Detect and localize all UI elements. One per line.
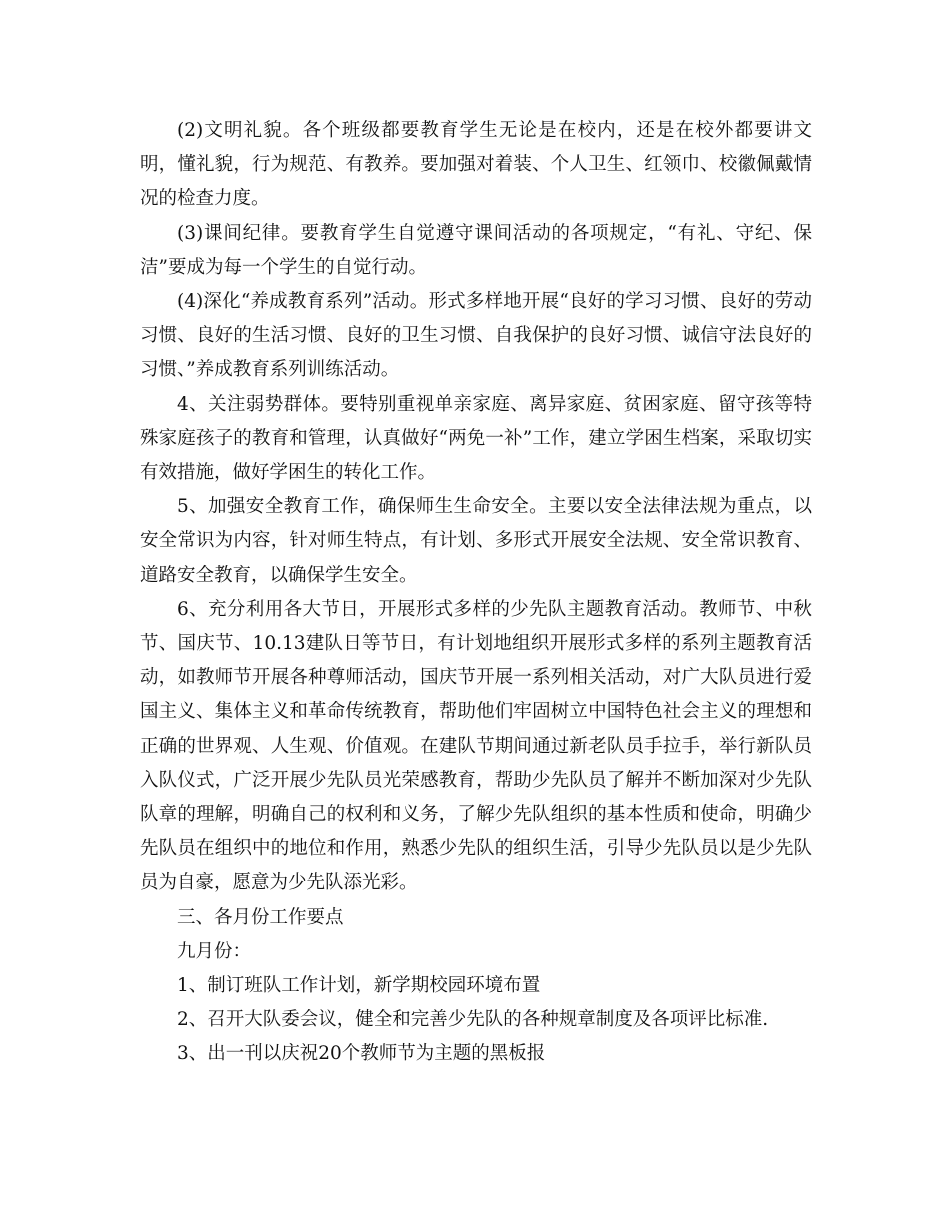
paragraph-vulnerable-groups: 4、关注弱势群体。要特别重视单亲家庭、离异家庭、贫困家庭、留守孩等特殊家庭孩子的教育和管理，认真做好“两免一补”工作，建立学困生档案，采取切实有效措施，做好学困生的转化工作。: [140, 393, 812, 484]
paragraph-festival-activities: 6、充分利用各大节日，开展形式多样的少先队主题教育活动。教师节、中秋节、国庆节、10.13建队日等节日，有计划地组织开展形式多样的系列主题教育活动，如教师节开展各种尊师活动，国庆节开展一系列相关活动，对广大队员进行爱国主义、集体主义和革命传统教育，帮助他们牢固树立中国特色社会主义的理想和正确的世界观、人生观、价值观。在建队节期间通过新老队员手拉手，举行新队员入队仪式，广泛开展少先队员光荣感教育，帮助少先队员了解并不断加深对少先队队章的理解，明确自己的权利和义务，了解少先队组织的基本性质和使命，明确少先队员在组织中的地位和作用，熟悉少先队的组织生活，引导少先队员以是少先队员为自豪，愿意为少先队添光彩。: [140, 598, 812, 894]
month-label: 九月份：: [177, 940, 252, 962]
list-item: 2、召开大队委会议，健全和完善少先队的各种规章制度及各项评比标准.: [177, 1009, 769, 1031]
paragraph-safety-education: 5、加强安全教育工作，确保师生生命安全。主要以安全法律法规为重点，以安全常识为内容，针对师生特点，有计划、多形式开展安全法规、安全常识教育、道路安全教育，以确保学生安全。: [140, 496, 812, 586]
section-heading: 三、各月份工作要点: [177, 906, 344, 928]
paragraph-habit-education: (4)深化“养成教育系列”活动。形式多样地开展“良好的学习习惯、良好的劳动习惯、良好的生活习惯、良好的卫生习惯、自我保护的良好习惯、诚信守法良好的习惯、”养成教育系列训练活动。: [140, 291, 812, 381]
document-body: [140, 114, 812, 1072]
paragraph-break-discipline: (3)课间纪律。要教育学生自觉遵守课间活动的各项规定，“有礼、守纪、保洁”要成为每一个学生的自觉行动。: [140, 222, 812, 278]
list-item: 1、制订班队工作计划，新学期校园环境布置: [177, 975, 541, 997]
paragraph-civility: (2)文明礼貌。各个班级都要教育学生无论是在校内，还是在校外都要讲文明，懂礼貌，行为规范、有教养。要加强对着装、个人卫生、红领巾、校徽佩戴情况的检查力度。: [140, 120, 812, 210]
list-item: 3、出一刊以庆祝20个教师节为主题的黑板报: [177, 1043, 546, 1065]
